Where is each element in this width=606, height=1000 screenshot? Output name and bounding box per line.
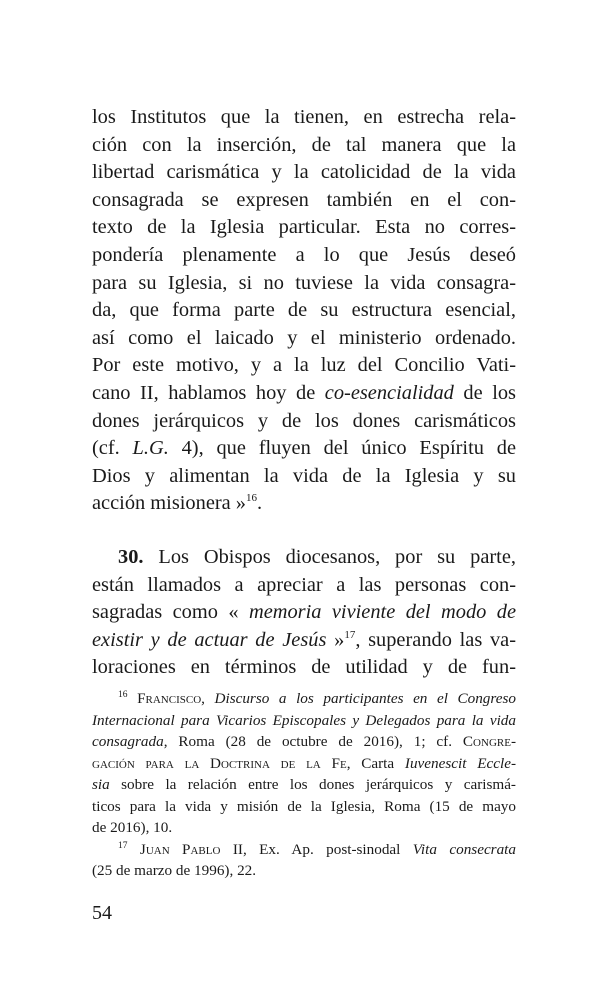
text-line: loraciones en términos de utilidad y de fun- <box>92 656 516 679</box>
text-line: los Institutos que la tienen, en estrecha rela- <box>92 106 516 128</box>
footnote-line: (25 de marzo de 1996), 22. <box>92 862 257 879</box>
footnotes <box>92 688 516 882</box>
text-line: cano II, hablamos hoy de co-esencialidad de los <box>92 381 516 404</box>
footnote-16: $^{16}$ Francisco, Discurso a los participantes en el Congreso <box>118 689 516 707</box>
footnote-line: Internacional para Vicarios Episcopales y Delegados para la vida <box>92 711 516 729</box>
footnote-line: sia sobre la relación entre los dones jerárquicos y carismá- <box>92 776 516 793</box>
text-line: texto de la Iglesia particular. Esta no corres- <box>92 216 516 239</box>
paragraph-30-line: 30. Los Obispos diocesanos, por su parte, <box>118 545 516 568</box>
text-line: están llamados a apreciar a las personas con- <box>92 573 516 596</box>
footnote-ref-16[interactable]: 16 <box>246 492 258 505</box>
main-text <box>92 104 516 682</box>
text-line: Por este motivo, y a la luz del Concilio Vati- <box>92 354 516 377</box>
footnote-line: ticos para la vida y misión de la Iglesia, Roma (15 de mayo <box>92 797 516 815</box>
page-number: 54 <box>92 902 112 924</box>
text-line: sagradas como « memoria viviente del modo de <box>92 601 516 624</box>
text-line: existir y de actuar de Jesús »$^{17}$, superando las va- <box>92 628 516 651</box>
footnote-17: $^{17}$ Juan Pablo II, Ex. Ap. post-sinodal Vita consecrata <box>118 840 516 858</box>
footnote-line: consagrada, Roma (28 de octubre de 2016), 1; cf. Congre- <box>92 733 516 750</box>
text-line: da, que forma parte de su estructura esencial, <box>92 299 516 322</box>
text-line: dones jerárquicos y de los dones carismáticos <box>92 409 516 432</box>
text-line: libertad carismática y la catolicidad de la vida <box>92 161 516 184</box>
paragraph-number: 30. <box>118 545 144 568</box>
footnote-line: de 2016), 10. <box>92 819 173 836</box>
text-line: ción con la inserción, de tal manera que la <box>92 133 516 156</box>
text-line: para su Iglesia, si no tuviese la vida consagra- <box>92 271 516 294</box>
text-line: consagrada se expresen también en el con- <box>92 188 516 211</box>
text-line: Dios y alimentan la vida de la Iglesia y su <box>92 464 516 487</box>
footnote-line: gación para la Doctrina de la Fe, Carta Iuvenescit Eccle- <box>92 754 517 772</box>
text-line: pondería plenamente a lo que Jesús deseó <box>92 243 516 266</box>
text-line: acción misionera »$^{16}$. <box>92 492 263 515</box>
text-line: así como el laicado y el ministerio ordenado. <box>92 326 516 349</box>
text-line: (cf. L.G. 4), que fluyen del único Espíritu de <box>92 437 517 460</box>
footnote-ref-17[interactable]: 17 <box>344 628 356 641</box>
